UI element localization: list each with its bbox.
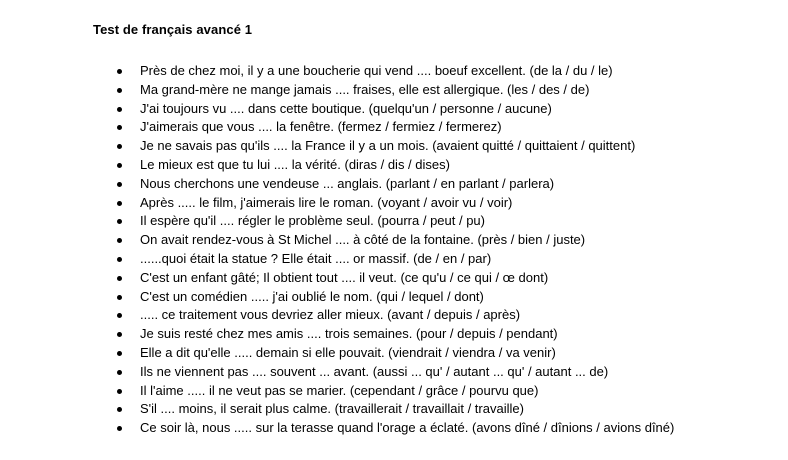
question-text: Nous cherchons une vendeuse ... anglais. (parlant / en parlant / parlera) [140,175,555,191]
bullet-icon [117,69,122,74]
question-text: Il espère qu'il .... régler le problème seul. (pourra / peut / pu) [140,213,485,229]
question-text: S'il .... moins, il serait plus calme. (travaillerait / travaillait / travaille) [140,401,524,417]
bullet-icon [117,389,122,394]
bullet-icon [117,107,122,112]
question-text: C'est un comédien ..... j'ai oublié le nom. (qui / lequel / dont) [140,288,484,304]
bullet-icon [117,125,122,130]
bullet-icon [117,257,122,262]
question-text: Je ne savais pas qu'ils .... la France il y a un mois. (avaient quitté / quittaient / quittent) [140,138,636,154]
bullet-icon [117,295,122,300]
question-text: Elle a dit qu'elle ..... demain si elle pouvait. (viendrait / viendra / va venir) [140,344,556,360]
question-text: Je suis resté chez mes amis .... trois semaines. (pour / depuis / pendant) [140,326,558,342]
question-text: Près de chez moi, il y a une boucherie qui vend .... boeuf excellent. (de la / du / le) [140,63,613,78]
question-text: On avait rendez-vous à St Michel .... à côté de la fontaine. (près / bien / juste) [140,232,586,248]
bullet-icon [117,182,122,187]
question-text: Il l'aime ..... il ne veut pas se marier. (cependant / grâce / pourvu que) [140,382,539,398]
question-text: ..... ce traitement vous devriez aller mieux. (avant / depuis / après) [140,307,521,323]
document-title: Test de français avancé 1 [93,22,253,37]
bullet-icon [117,351,122,356]
question-text: Ce soir là, nous ..... sur la terasse quand l'orage a éclaté. (avons dîné / dînions / avions dîné) [140,420,675,436]
question-text: J'aimerais que vous .... la fenêtre. (fermez / fermiez / fermerez) [140,119,502,135]
bullet-icon [117,332,122,337]
question-text: J'ai toujours vu .... dans cette boutique. (quelqu'un / personne / aucune) [140,100,552,116]
question-text: Ma grand-mère ne mange jamais .... fraises, elle est allergique. (les / des / de) [140,81,590,97]
bullet-icon [117,88,122,93]
bullet-icon [117,276,122,281]
bullet-icon [117,426,122,431]
bullet-icon [117,219,122,224]
bullet-icon [117,313,122,318]
question-text: ......quoi était la statue ? Elle était .... or massif. (de / en / par) [140,250,492,266]
bullet-icon [117,144,122,149]
question-text: Après ..... le film, j'aimerais lire le roman. (voyant / avoir vu / voir) [140,194,513,210]
bullet-icon [117,370,122,375]
bullet-icon [117,238,122,243]
question-text: Ils ne viennent pas .... souvent ... avant. (aussi ... qu' / autant ... qu' / autant ... de) [140,363,609,379]
bullet-icon [117,163,122,168]
bullet-icon [117,407,122,412]
bullet-icon [117,201,122,206]
question-text: C'est un enfant gâté; Il obtient tout .... il veut. (ce qu'u / ce qui / œ dont) [140,269,549,285]
question-text: Le mieux est que tu lui .... la vérité. (diras / dis / dises) [140,156,450,172]
